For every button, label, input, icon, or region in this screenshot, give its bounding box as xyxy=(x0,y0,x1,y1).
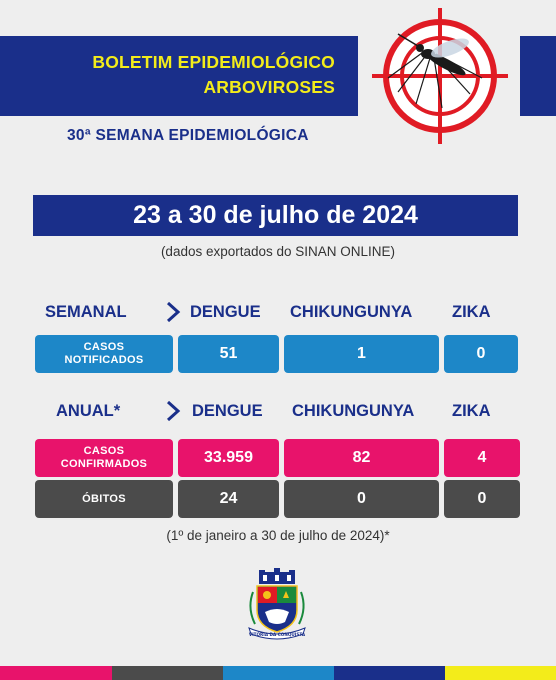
weekly-col-zika: ZIKA xyxy=(452,303,491,321)
mosquito-target-icon xyxy=(370,8,510,144)
bulletin-title xyxy=(92,50,335,100)
annual-dengue-deaths: 24 xyxy=(178,480,279,518)
deaths-label: ÓBITOS xyxy=(35,480,173,518)
weekly-zika-value: 0 xyxy=(444,335,518,373)
footer-bar-blue xyxy=(223,666,334,680)
confirmed-cases-label xyxy=(35,439,173,477)
data-source-note: (dados exportados do SINAN ONLINE) xyxy=(160,244,396,259)
annual-zika-deaths: 0 xyxy=(444,480,520,518)
annual-heading: ANUAL* xyxy=(56,402,121,420)
header-right-band xyxy=(520,36,556,116)
label-line-2: NOTIFICADOS xyxy=(64,354,144,366)
header-band xyxy=(0,36,358,116)
weekly-heading: SEMANAL xyxy=(45,303,127,321)
annual-dengue-confirmed: 33.959 xyxy=(178,439,279,477)
weekly-col-chikungunya: CHIKUNGUNYA xyxy=(290,303,413,321)
annual-col-zika: ZIKA xyxy=(452,402,491,420)
label-line-1: CASOS xyxy=(83,445,125,457)
annual-zika-confirmed: 4 xyxy=(444,439,520,477)
footer-bar-gray xyxy=(112,666,223,680)
notified-cases-label xyxy=(35,335,173,373)
label-line-2: CONFIRMADOS xyxy=(60,458,148,470)
footer-bar-yellow xyxy=(445,666,556,680)
annual-chikungunya-deaths: 0 xyxy=(284,480,439,518)
footer-bar-navy xyxy=(334,666,445,680)
title-line-2: ARBOVIROSES xyxy=(203,77,335,97)
crest-banner-text: VITÓRIA DA CONQUISTA xyxy=(248,632,306,637)
chevron-right-icon xyxy=(164,301,182,323)
annual-chikungunya-confirmed: 82 xyxy=(284,439,439,477)
weekly-dengue-value: 51 xyxy=(178,335,279,373)
date-range-banner: 23 a 30 de julho de 2024 xyxy=(33,195,518,236)
footer-bar-pink xyxy=(0,666,112,680)
annual-period-note: (1º de janeiro a 30 de julho de 2024)* xyxy=(166,528,390,543)
annual-col-chikungunya: CHIKUNGUNYA xyxy=(292,402,415,420)
epidemiological-week: 30ª SEMANA EPIDEMIOLÓGICA xyxy=(67,127,309,144)
annual-col-dengue: DENGUE xyxy=(192,402,263,420)
weekly-col-dengue: DENGUE xyxy=(190,303,261,321)
title-line-1: BOLETIM EPIDEMIOLÓGICO xyxy=(92,52,335,72)
weekly-chikungunya-value: 1 xyxy=(284,335,439,373)
chevron-right-icon xyxy=(164,400,182,422)
label-line-1: CASOS xyxy=(83,341,125,353)
city-crest-icon xyxy=(245,568,309,640)
